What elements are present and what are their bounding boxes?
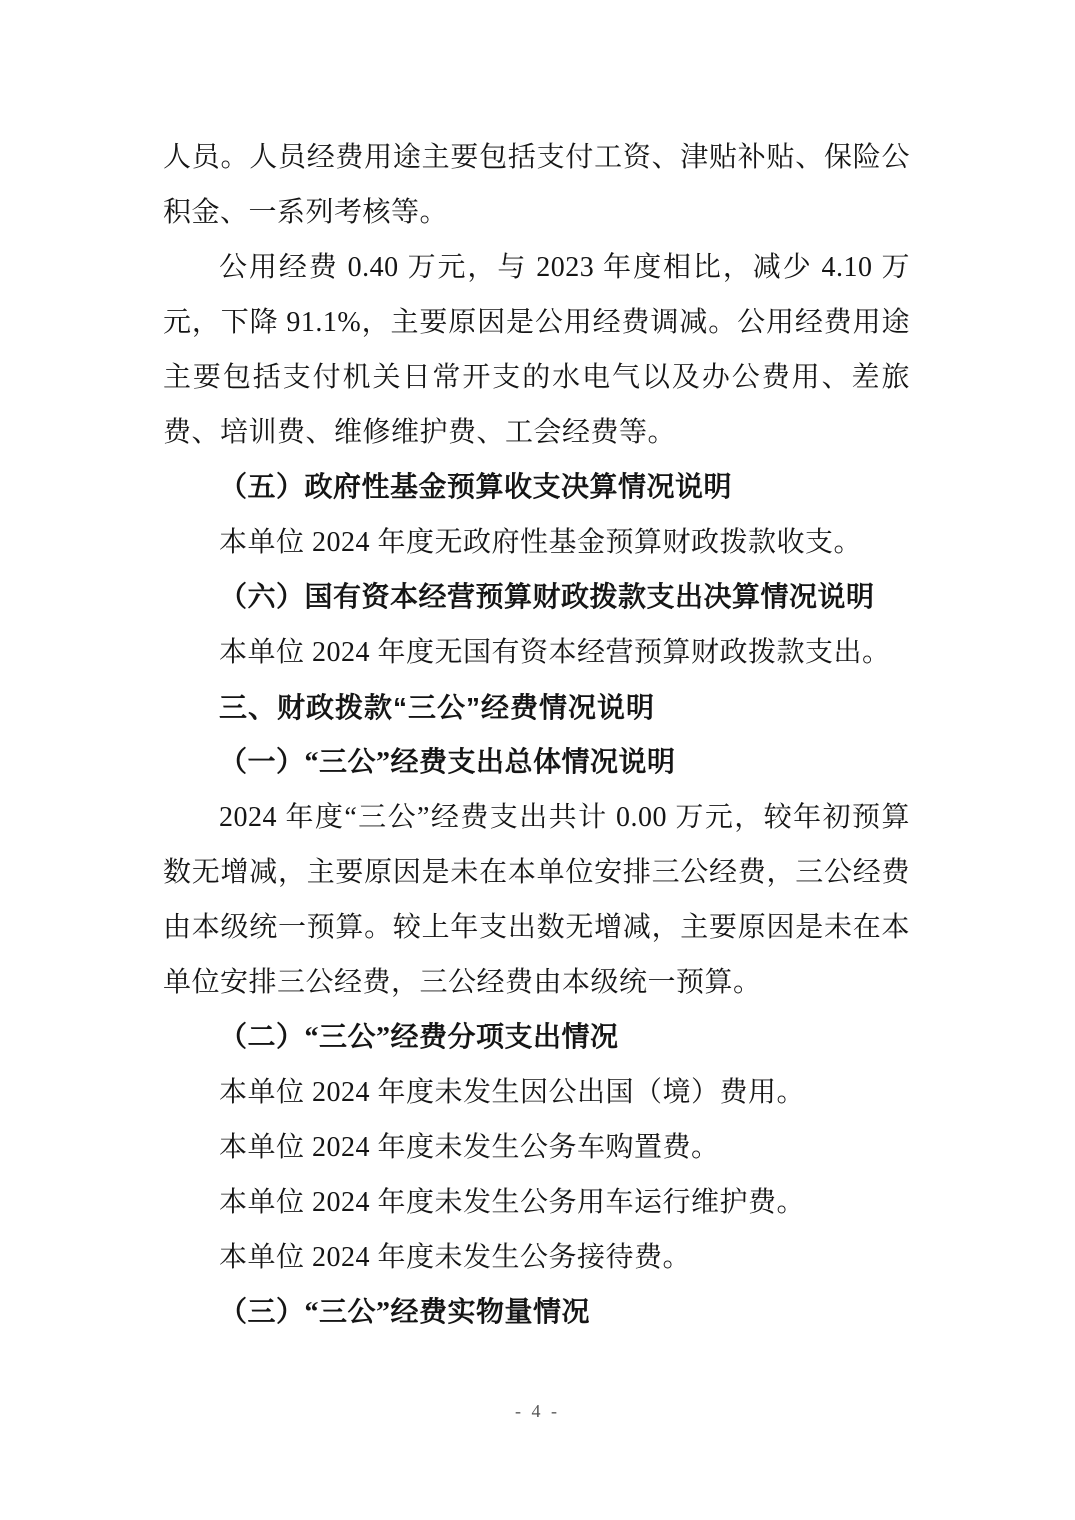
section-heading-2-itemized-spending: （二）“三公”经费分项支出情况 [219,1022,619,1053]
paragraph-no-abroad-expense: 本单位 2024 年度未发生因公出国（境）费用。 [219,1077,806,1108]
paragraph-public-expense: 公用经费 0.40 万元，与 2023 年度相比，减少 4.10 万元，下降 91.1%，主要原因是公用经费调减。公用经费用途主要包括支付机关日常开支的水电气以及办公费用、差旅费、培训费、维修维护费、工会经费等。 [163,252,910,448]
paragraph-no-reception-expense: 本单位 2024 年度未发生公务接待费。 [219,1242,692,1273]
chapter-heading-3-three-public-funds: 三、财政拨款“三公”经费情况说明 [219,692,656,723]
document-body [163,130,910,1340]
paragraph-three-public-total: 2024 年度“三公”经费支出共计 0.00 万元，较年初预算数无增减，主要原因是未在本单位安排三公经费，三公经费由本级统一预算。较上年支出数无增减，主要原因是未在本单位安排三公经费，三公经费由本级统一预算。 [163,802,910,998]
paragraph-no-vehicle-maintenance: 本单位 2024 年度未发生公务用车运行维护费。 [219,1187,806,1218]
section-heading-3-physical-quantity: （三）“三公”经费实物量情况 [219,1297,591,1328]
page-number: - 4 - [515,1401,560,1421]
page-footer [0,1396,1075,1426]
paragraph-no-state-capital: 本单位 2024 年度无国有资本经营预算财政拨款支出。 [219,637,891,668]
section-heading-5-government-fund: （五）政府性基金预算收支决算情况说明 [219,472,733,503]
paragraph-personnel-expense: 人员。人员经费用途主要包括支付工资、津贴补贴、保险公积金、一系列考核等。 [163,142,910,228]
paragraph-no-government-fund: 本单位 2024 年度无政府性基金预算财政拨款收支。 [219,527,863,558]
section-heading-6-state-capital: （六）国有资本经营预算财政拨款支出决算情况说明 [219,582,875,613]
section-heading-1-overall-spending: （一）“三公”经费支出总体情况说明 [219,747,676,778]
paragraph-no-vehicle-purchase: 本单位 2024 年度未发生公务车购置费。 [219,1132,720,1163]
